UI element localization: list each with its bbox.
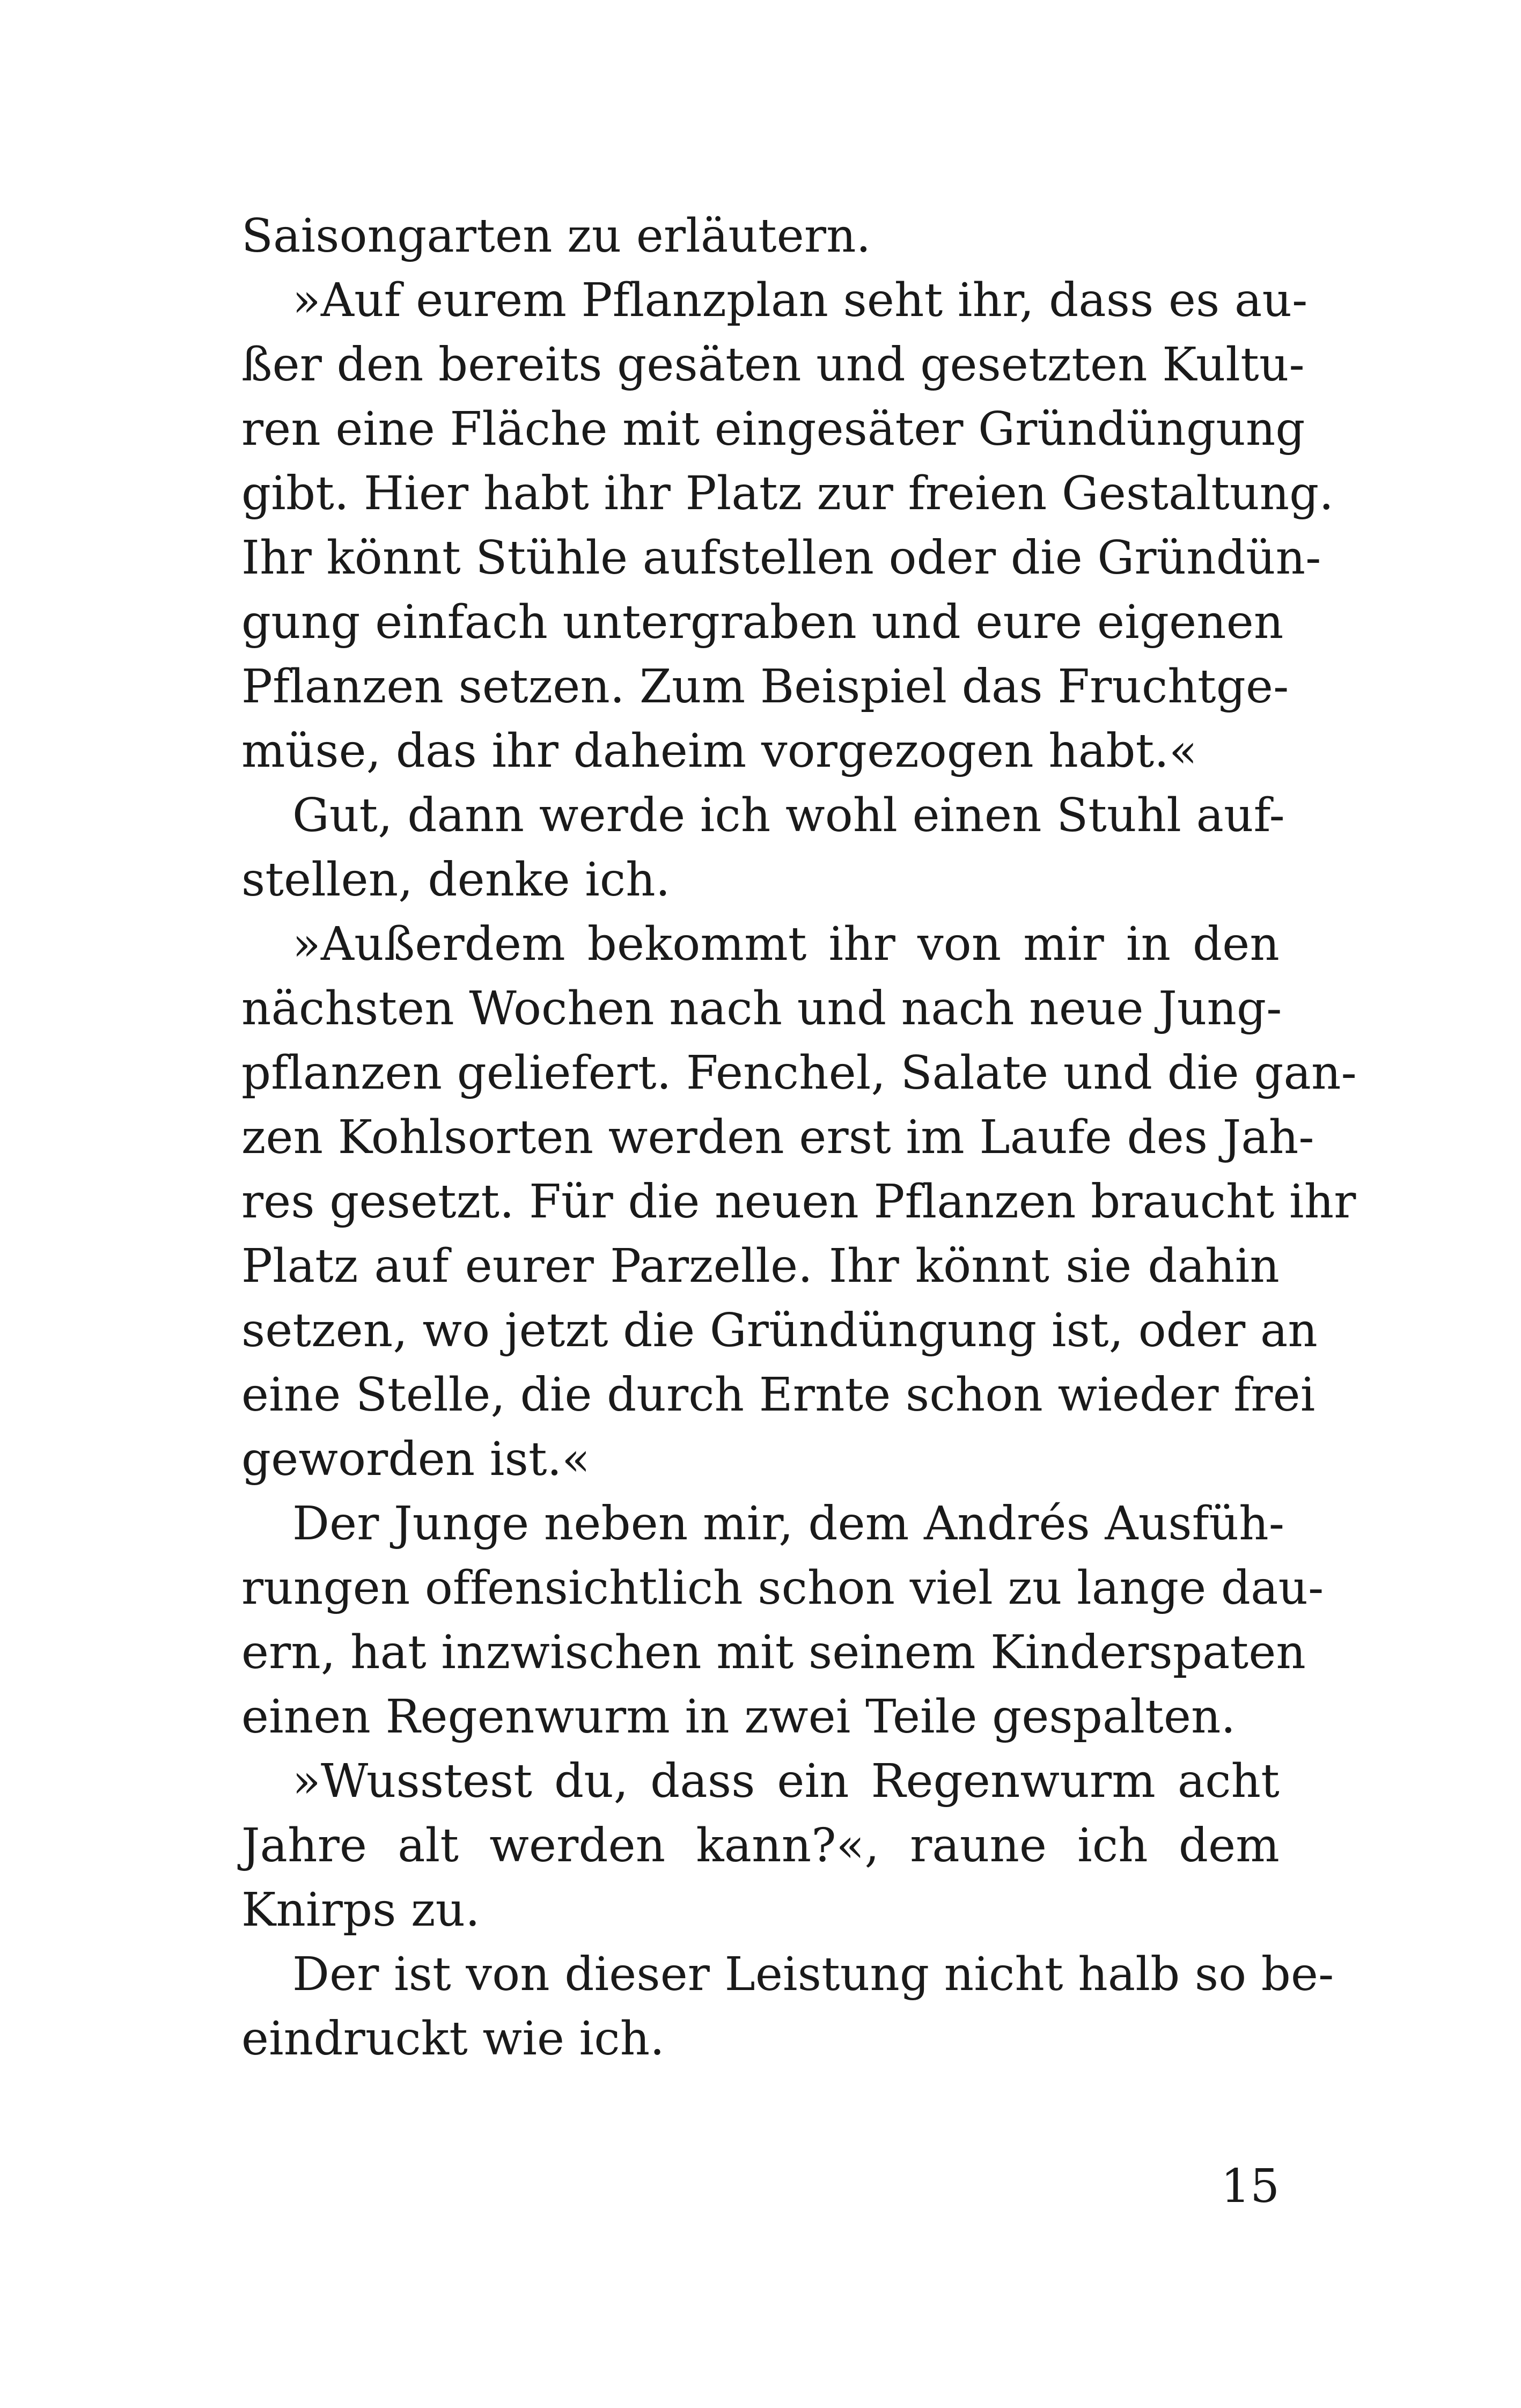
text-line: Platz auf eurer Parzelle. Ihr könnt sie dahin <box>241 1239 1280 1293</box>
book-page-text <box>241 204 1357 2071</box>
text-line: Gut, dann werde ich wohl einen Stuhl auf- <box>292 789 1285 842</box>
text-line: »Wusstest du, dass ein Regenwurm acht <box>292 1754 1280 1808</box>
text-line: nächsten Wochen nach und nach neue Jung- <box>241 982 1282 1036</box>
text-line: Der Junge neben mir, dem Andrés Ausfüh- <box>292 1497 1285 1551</box>
text-line: einen Regenwurm in zwei Teile gespalten. <box>241 1690 1236 1744</box>
text-line: »Auf eurem Pflanzplan seht ihr, dass es au- <box>292 274 1308 327</box>
text-line: eine Stelle, die durch Ernte schon wieder frei <box>241 1368 1316 1422</box>
text-line: res gesetzt. Für die neuen Pflanzen braucht ihr <box>241 1175 1356 1229</box>
text-line: »Außerdem bekommt ihr von mir in den <box>292 917 1280 971</box>
text-line: geworden ist.« <box>241 1433 591 1486</box>
text-line: Ihr könnt Stühle aufstellen oder die Gründün- <box>241 531 1321 585</box>
text-line: Knirps zu. <box>241 1883 480 1937</box>
text-line: Der ist von dieser Leistung nicht halb so be- <box>292 1948 1334 2001</box>
text-line: ßer den bereits gesäten und gesetzten Kultu- <box>241 338 1305 392</box>
text-line: ern, hat inzwischen mit seinem Kinderspaten <box>241 1626 1306 1679</box>
text-line: eindruckt wie ich. <box>241 2012 665 2066</box>
text-line: gung einfach untergraben und eure eigenen <box>241 596 1284 649</box>
text-line: gibt. Hier habt ihr Platz zur freien Gestaltung. <box>241 467 1334 520</box>
text-line: Pflanzen setzen. Zum Beispiel das Fruchtge- <box>241 660 1289 714</box>
text-line: pflanzen geliefert. Fenchel, Salate und die gan- <box>241 1046 1357 1100</box>
text-line: ren eine Fläche mit eingesäter Gründüngung <box>241 402 1305 456</box>
text-line: müse, das ihr daheim vorgezogen habt.« <box>241 724 1197 778</box>
text-line: Saisongarten zu erläutern. <box>241 209 871 263</box>
text-line: stellen, denke ich. <box>241 853 671 907</box>
page-number: 15 <box>1221 2160 1280 2213</box>
text-line: setzen, wo jetzt die Gründüngung ist, oder an <box>241 1304 1318 1357</box>
text-line: rungen offensichtlich schon viel zu lange dau- <box>241 1561 1324 1615</box>
text-line: Jahre alt werden kann?«, raune ich dem <box>241 1819 1280 1873</box>
text-line: zen Kohlsorten werden erst im Laufe des Jah- <box>241 1111 1314 1164</box>
